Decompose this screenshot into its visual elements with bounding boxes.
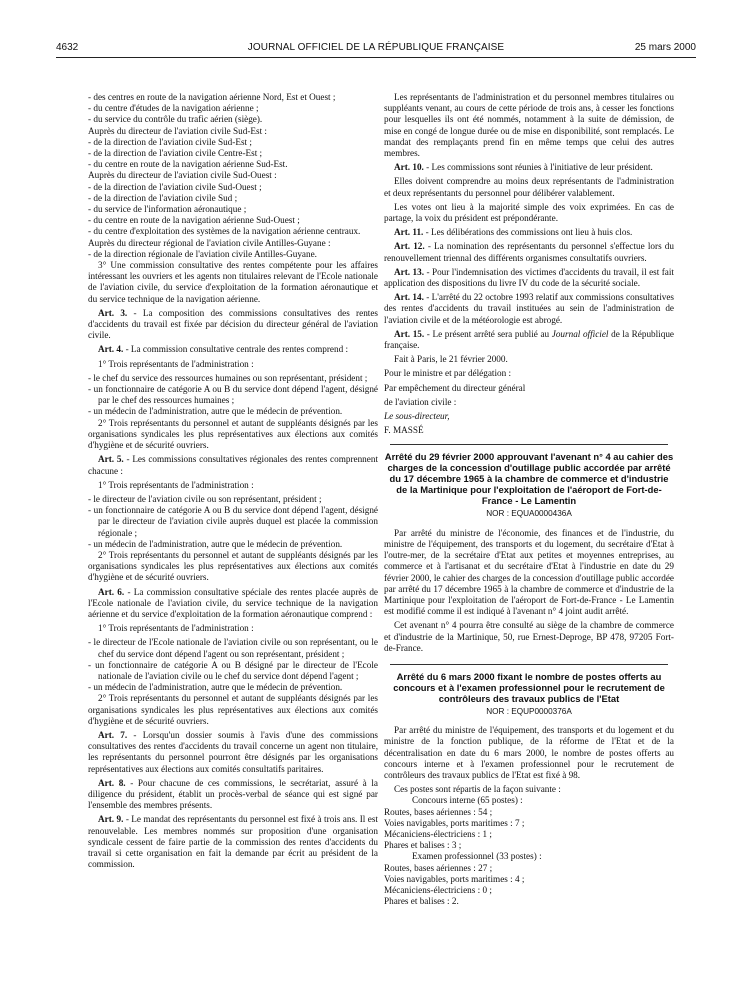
article-label: Art. 14.	[394, 292, 424, 303]
article-paragraph: Art. 11. - Les délibérations des commissions ont lieu à huis clos.	[394, 227, 633, 238]
post-allocation-item: Mécaniciens-électriciens : 1 ;	[384, 828, 492, 839]
left-column	[88, 92, 378, 873]
decree-2-title: Arrêté du 29 février 2000 approuvant l'avenant n° 4 au cahier des charges de la concession d'outillage public accordée par arrêté du 17 décembre 1965 à la chambre de commerce et d'industrie de la Martinique pour l'exploitation de l'aéroport de Fort-de-France - Le Lamentin	[384, 451, 674, 507]
article-paragraph: Art. 13. - Pour l'indemnisation des victimes d'accidents du travail, il est fait application des dispositions du livre IV du code de la sécurité sociale.	[384, 266, 674, 289]
post-allocation-item: Voies navigables, ports maritimes : 7 ;	[384, 817, 525, 828]
decree-2-paragraph-1: Par arrêté du ministre de l'économie, des finances et de l'industrie, du ministre de l'équipement, des transports et du logement, du secrétaire d'Etat à l'outre-mer, de la secrétaire d'Etat aux petites et moyennes entreprises, au commerce et à l'artisanat et du secrétaire d'Etat à l'industrie en date du 29 février 2000, le cahier des charges de la concession d'outillage public accordée par arrêté du 17 décembre 1965 à la chambre de commerce et d'industrie de la Martinique pour l'exploitation de l'aéroport de Fort-de-France - Le Lamentin est modifié comme il est indiqué à l'avenant n° 4 joint audit arrêté.	[384, 527, 674, 617]
list-item: - des centres en route de la navigation aérienne Nord, Est et Ouest ;	[88, 92, 336, 102]
paragraph: 2° Trois représentants du personnel et autant de suppléants désignés par les organisations syndicales les plus représentatives aux élections aux comités d'hygiène et de sécurité ouvriers.	[88, 549, 378, 583]
professional-exam-heading: Examen professionnel (33 postes) :	[412, 851, 542, 862]
article-paragraph: Art. 4. - La commission consultative centrale des rentes comprend :	[98, 344, 349, 355]
post-allocation-item: Routes, bases aériennes : 54 ;	[384, 806, 493, 817]
section-divider	[390, 444, 668, 445]
page-number: 4632	[56, 42, 79, 53]
list-item: - un fonctionnaire de catégorie A ou B du service dont dépend l'agent, désigné par le directeur de l'aviation civile auprès duquel est placée la commission régionale ;	[88, 505, 378, 538]
article-label: Art. 10.	[394, 162, 424, 173]
article-paragraph: Art. 12. - La nomination des représentants du personnel s'effectue lors du renouvellement triennal des différents organismes consultatifs ouvriers.	[384, 241, 674, 263]
post-allocation-item: Voies navigables, ports maritimes : 4 ;	[384, 873, 525, 884]
paragraph: Auprès du directeur de l'aviation civile Sud-Est :	[88, 125, 267, 136]
list-item: - de la direction régionale de l'aviation civile Antilles-Guyane.	[88, 248, 317, 259]
signature-line-1: Pour le ministre et par délégation :	[384, 368, 512, 379]
article-label: Art. 12.	[394, 241, 425, 252]
article-paragraph: Art. 6. - La commission consultative spéciale des rentes placée auprès de l'Ecole nationale de l'aviation civile, du service technique de la navigation aérienne et du service d'exploitation de la formation aéronautique comprend :	[88, 586, 378, 619]
internal-competition-heading: Concours interne (65 postes) :	[412, 795, 523, 806]
list-item: - du service de l'information aéronautique ;	[88, 204, 247, 215]
article-label: Art. 9.	[98, 814, 124, 825]
issue-date: 25 mars 2000	[634, 42, 696, 53]
article-15-label: Art. 15.	[394, 328, 425, 339]
list-item: - de la direction de l'aviation civile Sud-Est ;	[88, 136, 252, 147]
signature-line-4: Le sous-directeur,	[384, 411, 450, 422]
journal-title: JOURNAL OFFICIEL DE LA RÉPUBLIQUE FRANÇAISE	[247, 42, 505, 53]
article-label: Art. 4.	[98, 344, 124, 355]
list-item: - du centre en route de la navigation aérienne Sud-Est.	[88, 159, 288, 170]
list-item: - du service du contrôle du trafic aérien (siège).	[88, 114, 263, 125]
post-allocation-item: Routes, bases aériennes : 27 ;	[384, 862, 493, 873]
paragraph: Auprès du directeur de l'aviation civile Sud-Ouest :	[88, 170, 277, 181]
decree-3-paragraph-2: Ces postes sont répartis de la façon suivante :	[394, 784, 561, 795]
list-item: - de la direction de l'aviation civile Centre-Est ;	[88, 148, 263, 159]
paragraph: 3° Une commission consultative des rentes compétente pour les affaires intéressant les ouvriers et les agents non titulaires relevant de l'Ecole nationale de l'aviation civile, du service d'exploitation de la formation aéronautique et du service technique de la navigation aérienne.	[88, 260, 378, 304]
list-item: - de la direction de l'aviation civile Sud ;	[88, 192, 238, 203]
paragraph: 1° Trois représentants de l'administration :	[98, 479, 254, 490]
list-item: - le directeur de l'Ecole nationale de l'aviation civile ou son représentant, ou le chef du service dont dépend l'agent ou son représentant, président ;	[88, 637, 378, 659]
paragraph: Elles doivent comprendre au moins deux représentants de l'administration et deux représentants du personnel pour délibérer valablement.	[384, 176, 674, 198]
article-paragraph: Art. 14. - L'arrêté du 22 octobre 1993 relatif aux commissions consultatives des rentes d'accidents du travail instituées au sein de l'administration de l'aviation civile et de la météorologie est abrogé.	[384, 292, 674, 325]
professional-exam-list	[384, 863, 674, 908]
article-paragraph: Art. 9. - Le mandat des représentants du personnel est fixé à trois ans. Il est renouvelable. Les membres nommés sur proposition d'une organisation syndicale cessent de faire partie de la commission des rentes d'accidents du travail si cette organisation en fait la demande par écrit au président de la commission.	[88, 814, 378, 870]
signature-place-date: Fait à Paris, le 21 février 2000.	[394, 354, 508, 365]
post-allocation-item: Mécaniciens-électriciens : 0 ;	[384, 884, 492, 895]
paragraph: Auprès du directeur régional de l'aviation civile Antilles-Guyane :	[88, 237, 331, 248]
decree-3-title: Arrêté du 6 mars 2000 fixant le nombre de postes offerts au concours et à l'examen professionnel pour le recrutement de contrôleurs des travaux publics de l'Etat	[393, 670, 665, 704]
signature-line-3: de l'aviation civile :	[384, 396, 457, 407]
signature-line-2: Par empêchement du directeur général	[384, 382, 526, 393]
decree-3-paragraph-1: Par arrêté du ministre de l'équipement, des transports et du logement et du ministre de la fonction publique, de la réforme de l'Etat et de la décentralisation en date du 6 mars 2000, le nombre de postes offerts au concours interne et à l'examen professionnel pour le recrutement de contrôleurs des travaux publics de l'Etat est fixé à 98.	[384, 725, 674, 780]
signatory-name: F. MASSÉ	[384, 425, 424, 436]
list-item: - de la direction de l'aviation civile Sud-Ouest ;	[88, 181, 262, 192]
list-item: - le directeur de l'aviation civile ou son représentant, président ;	[88, 493, 322, 504]
right-column	[384, 92, 674, 907]
list-item: - un médecin de l'administration, autre que le médecin de prévention.	[88, 538, 343, 549]
list-item: - un fonctionnaire de catégorie A ou B désigné par le directeur de l'Ecole nationale de l'aviation civile ou le chef du service dont dépend l'agent ;	[88, 659, 378, 681]
article-paragraph: Art. 8. - Pour chacune de ces commissions, le secrétariat, assuré à la diligence du président, établit un procès-verbal de séance qui est signé par l'ensemble des membres présents.	[88, 777, 378, 811]
paragraph: Les votes ont lieu à la majorité simple des voix exprimées. En cas de partage, la voix du président est prépondérante.	[384, 201, 674, 224]
list-item: - le chef du service des ressources humaines ou son représentant, président ;	[88, 372, 368, 383]
decree-2-paragraph-2: Cet avenant n° 4 pourra être consulté au siège de la chambre de commerce et d'industrie de la Martinique, 50, rue Ernest-Deproge, BP 478, 97205 Fort-de-France.	[384, 620, 674, 653]
post-allocation-item: Phares et balises : 2.	[384, 896, 459, 907]
article-label: Art. 11.	[394, 227, 424, 238]
paragraph: 1° Trois représentants de l'administration :	[98, 358, 254, 369]
article-label: Art. 8.	[98, 777, 126, 788]
articles-continued	[384, 92, 674, 326]
article-label: Art. 13.	[394, 266, 425, 277]
article-label: Art. 5.	[98, 454, 124, 465]
paragraph: Les représentants de l'administration et du personnel membres titulaires ou suppléants venant, au cours de cette période de trois ans, à cesser les fonctions pour lesquelles ils ont été nommés, notamment à la suite de démission, de mise en congé de longue durée ou de mise en disponibilité, sont remplacés. Le mandat des remplaçants prend fin en même temps que celui des autres membres.	[384, 92, 674, 159]
paragraph: 2° Trois représentants du personnel et autant de suppléants désignés par les organisations syndicales les plus représentatives aux élections aux comités d'hygiène et de sécurité ouvriers.	[88, 693, 378, 726]
list-item: - du centre en route de la navigation aérienne Sud-Ouest ;	[88, 215, 300, 226]
article-paragraph: Art. 5. - Les commissions consultatives régionales des rentes comprennent chacune :	[88, 454, 378, 476]
decree-2-nor: NOR : EQUA0000436A	[486, 509, 572, 519]
list-item: - du centre d'études de la navigation aérienne ;	[88, 103, 259, 114]
header-rule	[56, 57, 696, 58]
article-label: Art. 3.	[98, 307, 128, 318]
section-divider	[390, 664, 668, 665]
journal-officiel-ref: Journal officiel	[551, 328, 609, 339]
internal-competition-list	[384, 807, 674, 852]
decree-3-nor: NOR : EQUP0000376A	[486, 706, 572, 716]
list-item: - un médecin de l'administration, autre que le médecin de prévention.	[88, 682, 343, 693]
list-item: - un fonctionnaire de catégorie A ou B du service dont dépend l'agent, désigné par le chef des ressources humaines ;	[88, 384, 378, 406]
article-label: Art. 6.	[98, 586, 125, 597]
page-header	[56, 42, 696, 56]
list-item: - du centre d'exploitation des systèmes de la navigation aérienne centraux.	[88, 226, 361, 237]
post-allocation-item: Phares et balises : 3 ;	[384, 840, 462, 851]
article-label: Art. 7.	[98, 729, 128, 740]
article-paragraph: Art. 3. - La composition des commissions consultatives des rentes d'accidents du travail est fixée par décision du directeur général de l'aviation civile.	[88, 307, 378, 341]
paragraph: 2° Trois représentants du personnel et autant de suppléants désignés par les organisations syndicales les plus représentatives aux élections aux comités d'hygiène et de sécurité ouvriers.	[88, 417, 378, 451]
article-paragraph: Art. 7. - Lorsqu'un dossier soumis à l'avis d'une des commissions consultatives des rentes d'accidents du travail concerne un agent non titulaire, les représentants du personnel pourront être désignés par les organisations représentatives aux élections aux comités consultatifs paritaires.	[88, 729, 378, 774]
list-item: - un médecin de l'administration, autre que le médecin de prévention.	[88, 406, 343, 417]
paragraph: 1° Trois représentants de l'administration :	[98, 623, 254, 634]
article-paragraph: Art. 10. - Les commissions sont réunies à l'initiative de leur président.	[394, 162, 653, 173]
article-15: Art. 15. - Le présent arrêté sera publié au Journal officiel de la République française.	[384, 328, 675, 351]
